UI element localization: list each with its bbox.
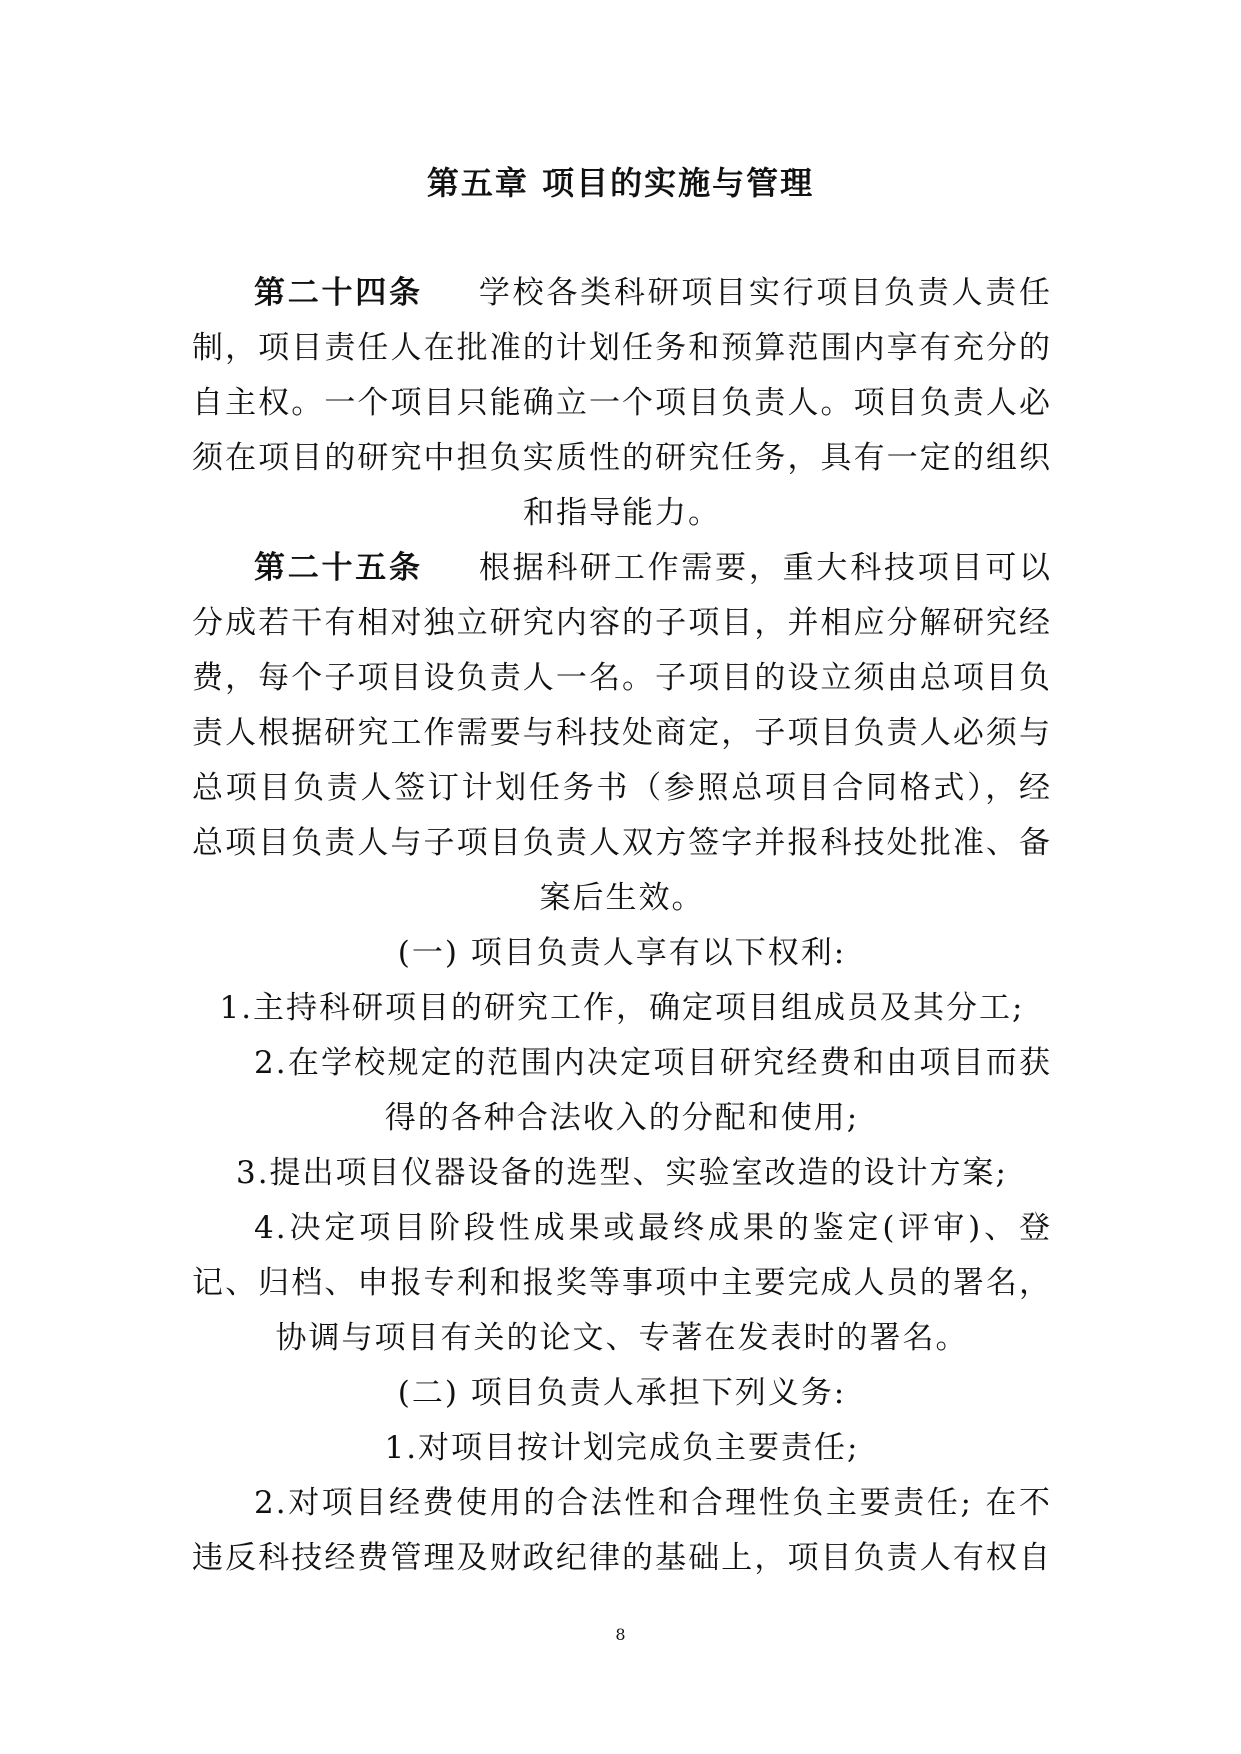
rights-item: 1.主持科研项目的研究工作，确定项目组成员及其分工; <box>219 990 1025 1026</box>
article-text: 学校各类科研项目实行项目负责人责任制，项目责任人在批准的计划任务和预算范围内享有充分的自主权。一个项目只能确立一个项目负责人。项目负责人必须在项目的研究中担负实质性的研究任务，具有一定的组织和指导能力。 <box>192 275 1053 531</box>
duties-item: 1.对项目按计划完成负主要责任; <box>384 1430 860 1466</box>
chapter-title: 第五章 项目的实施与管理 <box>426 164 815 202</box>
rights-heading: (一) 项目负责人享有以下权利: <box>397 935 847 971</box>
page-number: 8 <box>615 1625 626 1644</box>
rights-item: 2.在学校规定的范围内决定项目研究经费和由项目而获得的各种合法收入的分配和使用; <box>254 1045 1052 1136</box>
article-text: 根据科研工作需要，重大科技项目可以分成若干有相对独立研究内容的子项目，并相应分解研究经费，每个子项目设负责人一名。子项目的设立须由总项目负责人根据研究工作需要与科技处商定，子项目负责人必须与总项目负责人签订计划任务书（参照总项目合同格式），经总项目负责人与子项目负责人双方签字并报科技处批准、备案后生效。 <box>192 550 1053 916</box>
duties-item: 2.对项目经费使用的合法性和合理性负主要责任; 在不违反科技经费管理及财政纪律的基础上，项目负责人有权自 <box>192 1485 1052 1576</box>
article-24 <box>192 266 1052 541</box>
rights-item: 3.提出项目仪器设备的选型、实验室改造的设计方案; <box>235 1155 1009 1191</box>
article-label: 第二十五条 <box>254 550 423 586</box>
document-body <box>192 266 1052 1586</box>
duties-heading: (二) 项目负责人承担下列义务: <box>397 1375 847 1411</box>
rights-item: 4.决定项目阶段性成果或最终成果的鉴定(评审)、登记、归档、申报专利和报奖等事项中主要完成人员的署名，协调与项目有关的论文、专著在发表时的署名。 <box>192 1210 1052 1356</box>
article-25 <box>192 541 1052 926</box>
article-label: 第二十四条 <box>254 275 423 311</box>
